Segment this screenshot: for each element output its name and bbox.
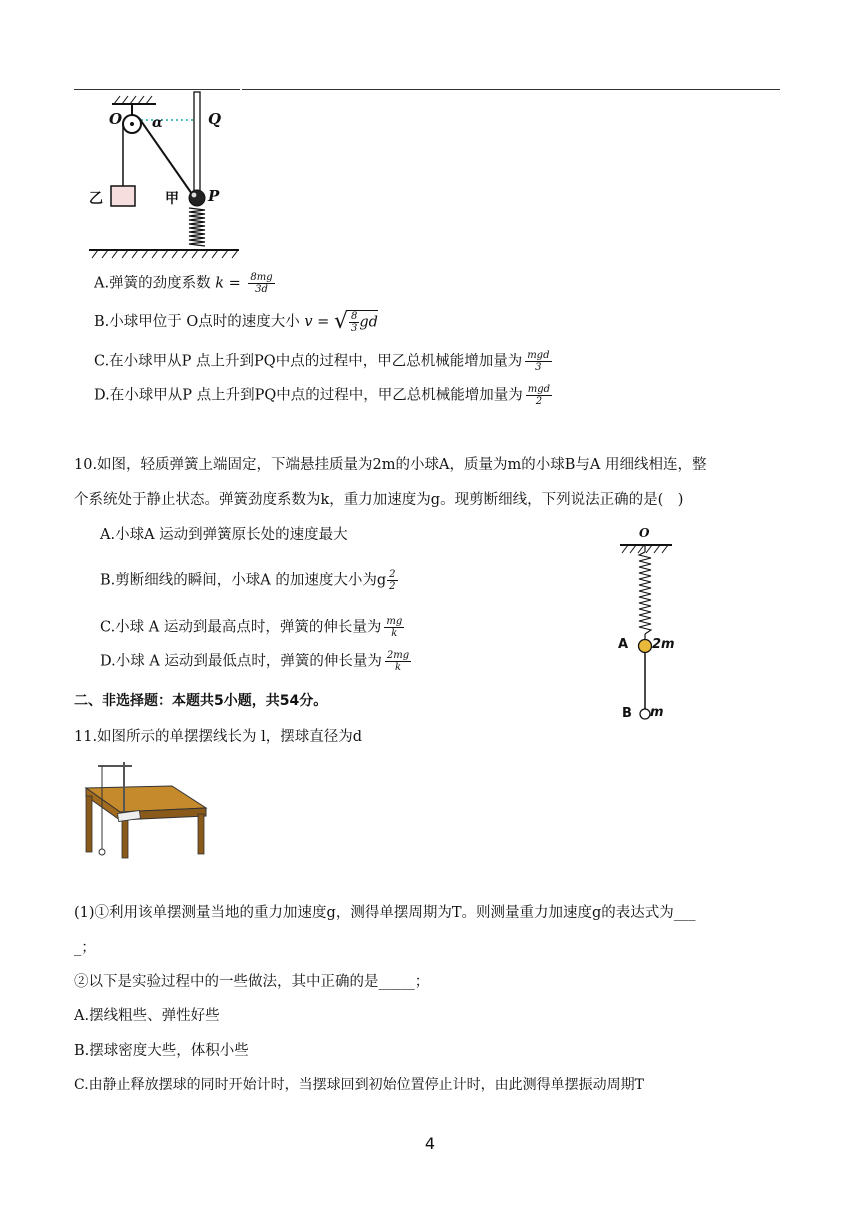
page-number: 4 [424,1134,436,1153]
q9-option-d-num: mgd [527,384,551,395]
q9-option-d-den: 2 [535,396,543,407]
q10-option-d-num: 2mg [386,650,410,661]
q11-option-b: B.摆球密度大些，体积小些 [74,1043,249,1059]
header-rule-right [242,89,780,90]
q9-option-b-sqrt: √ $\frac{8}{3}$ gd [333,309,378,334]
q9-option-a-num: 8mg [250,272,273,283]
figure1-label-p: P [208,187,220,205]
figure2-label-b: B [622,706,632,721]
figure-pendulum-table [76,760,210,860]
q9-option-b-num: 8 [350,311,358,322]
q10-stem-line1: 10.如图，轻质弹簧上端固定，下端悬挂质量为2m的小球A，质量为m的小球B与A 用细线相连，整 [74,457,707,473]
q9-option-a-text: A.弹簧的劲度系数 [94,275,211,292]
figure1-label-alpha: α [152,115,163,131]
q10-option-c-den: k [391,628,398,639]
q10-option-b-text: B.剪断细线的瞬间，小球A 的加速度大小为 [100,572,377,589]
q9-option-d-text: D.在小球甲从P 点上升到PQ中点的过程中，甲乙总机械能增加量为 [94,387,523,404]
q11-stem: 11.如图所示的单摆摆线长为 l，摆球直径为d [74,729,363,745]
q9-option-a-fraction [248,272,274,295]
q10-option-b-den: 2 [389,581,396,592]
q10-option-d-fraction [385,650,411,673]
figure2-label-a: A [618,637,629,652]
q9-option-c [94,350,552,373]
figure1-label-yi: 乙 [89,191,103,207]
q10-option-c-num: mg [386,616,403,627]
q10-option-c [100,616,404,639]
q10-option-b-num: 2 [389,569,396,580]
q10-option-d [100,650,411,673]
figure-hanging-spring [612,528,682,724]
q10-option-b [100,569,398,592]
q9-option-a [94,272,275,295]
figure1-label-q: Q [208,110,222,128]
q11-option-a: A.摆线粗些、弹性好些 [74,1008,220,1024]
q10-option-d-text: D.小球 A 运动到最低点时，弹簧的伸长量为 [100,653,382,670]
figure2-label-b-mass: m [650,705,664,720]
q10-stem-line2: 个系统处于静止状态。弹簧劲度系数为k，重力加速度为g。现剪断细线，下列说法正确的是( ) [74,492,684,508]
q9-option-b-text: B.小球甲位于 O点时的速度大小 [94,314,300,330]
q9-option-a-den: 3d [255,284,268,295]
q10-option-a: A.小球A 运动到弹簧原长处的速度最大 [100,527,348,543]
figure2-label-o: O [639,526,650,540]
q9-option-c-text: C.在小球甲从P 点上升到PQ中点的过程中，甲乙总机械能增加量为 [94,353,523,370]
q10-option-d-den: k [395,662,402,673]
q9-option-b-formula: v = [304,314,330,330]
q11-part1-line1: (1)①利用该单摆测量当地的重力加速度g，测得单摆周期为T。则测量重力加速度g的表达式为___ [74,905,696,921]
q9-option-d [94,384,552,407]
figure1-label-o: O [109,110,123,128]
q9-option-c-den: 3 [535,362,542,373]
figure1-label-jia: 甲 [165,191,179,207]
q9-option-b [94,310,378,334]
q10-option-c-text: C.小球 A 运动到最高点时，弹簧的伸长量为 [100,619,382,636]
q9-option-d-fraction [526,384,552,407]
section2-heading: 二、非选择题：本题共5小题，共54分。 [74,693,328,709]
q10-option-b-fraction [387,569,397,592]
q11-part2: ②以下是实验过程中的一些做法，其中正确的是_____； [74,974,430,990]
q11-part1-line2: _； [74,940,96,956]
figure2-label-a-mass: 2m [652,637,675,652]
q9-option-b-den: 3 [350,323,358,334]
q11-option-c: C.由静止释放摆球的同时开始计时，当摆球回到初始位置停止计时，由此测得单摆振动周期T [74,1077,644,1093]
q9-option-a-formula: k = [215,275,241,292]
q10-option-b-g: g [376,572,387,589]
q9-option-b-tail: gd [359,314,378,331]
q10-option-c-fraction [384,616,404,639]
q9-option-c-num: mgd [527,350,550,361]
q9-option-c-fraction [525,350,551,373]
